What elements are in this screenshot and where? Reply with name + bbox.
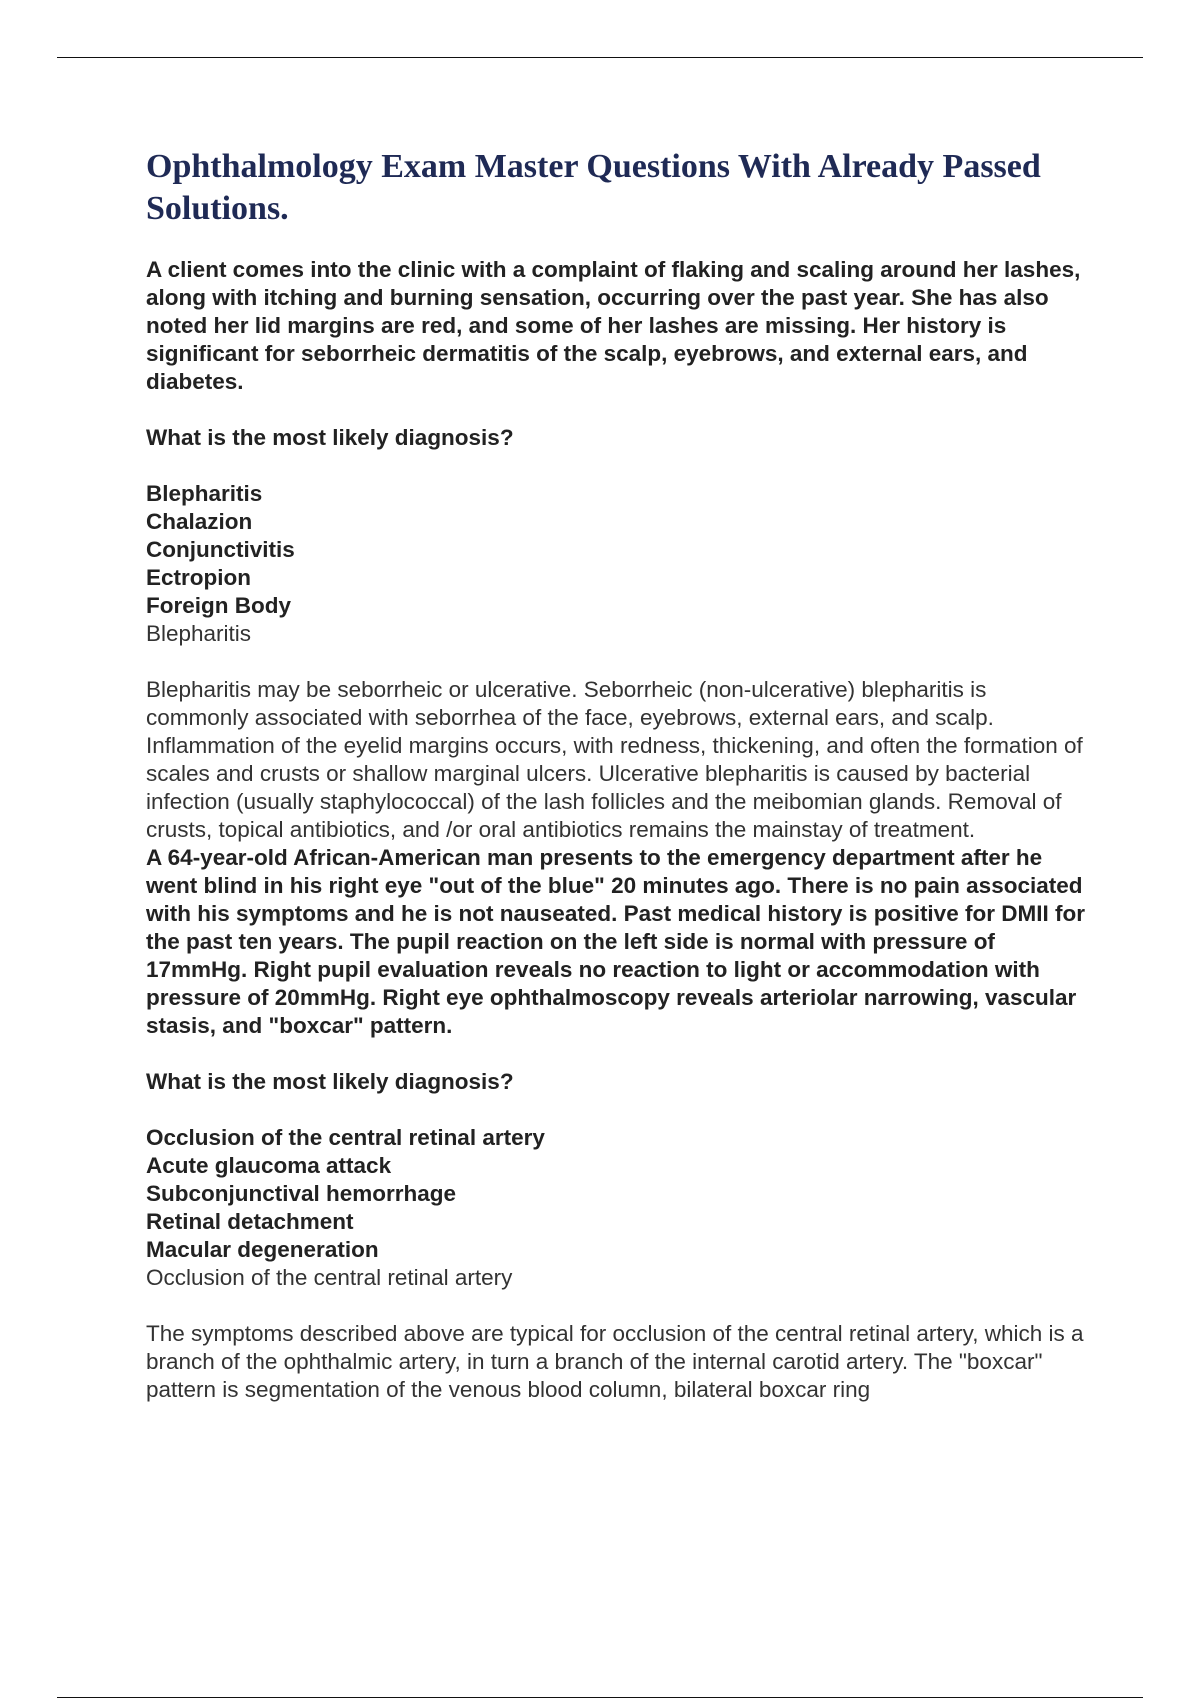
question-text: A 64-year-old African-American man presents to the emergency department after he went blind in his right eye "out of the blue" 20 minutes ago. There is no pain associated with his symptoms and he is not nauseated. Past medical history is positive for DMII for the past ten years. The pupil reaction on the left side is normal with pressure of 17mmHg. Right pupil evaluation reveals no reaction to light or accommodation with pressure of 20mmHg. Right eye ophthalmoscopy reveals arteriolar narrowing, vascular stasis, and "boxcar" pattern.	[146, 845, 1085, 1038]
answer-explanation: Blepharitis may be seborrheic or ulcerative. Seborrheic (non-ulcerative) blepharitis is commonly associated with seborrhea of the face, eyebrows, external ears, and scalp. Inflammation of the eyelid margins occurs, with redness, thickening, and often the formation of scales and crusts or shallow marginal ulcers. Ulcerative blepharitis is caused by bacterial infection (usually staphylococcal) of the lash follicles and the meibomian glands. Removal of crusts, topical antibiotics, and /or oral antibiotics remains the mainstay of treatment.	[146, 677, 1083, 842]
answer-option: Macular degeneration	[146, 1237, 379, 1262]
answer-explanation: The symptoms described above are typical for occlusion of the central retinal artery, which is a branch of the ophthalmic artery, in turn a branch of the internal carotid artery. The "boxcar" pattern is segmentation of the venous blood column, bilateral boxcar ring	[146, 1321, 1084, 1402]
answer-option: Chalazion	[146, 509, 253, 534]
answer-option: Ectropion	[146, 565, 251, 590]
question-block-2	[146, 844, 1086, 1404]
answer-option: Retinal detachment	[146, 1209, 354, 1234]
question-prompt: What is the most likely diagnosis?	[146, 425, 514, 450]
question-prompt: What is the most likely diagnosis?	[146, 1069, 514, 1094]
answer-options	[146, 480, 1086, 620]
correct-answer: Occlusion of the central retinal artery	[146, 1265, 513, 1290]
document-body	[146, 146, 1086, 1404]
header-rule	[57, 57, 1143, 58]
question-block-1	[146, 256, 1086, 844]
answer-option: Subconjunctival hemorrhage	[146, 1181, 457, 1206]
answer-option: Foreign Body	[146, 593, 291, 618]
answer-option: Acute glaucoma attack	[146, 1153, 392, 1178]
answer-option: Occlusion of the central retinal artery	[146, 1125, 545, 1150]
answer-option: Conjunctivitis	[146, 537, 295, 562]
document-title: Ophthalmology Exam Master Questions With Already Passed Solutions.	[146, 148, 1041, 227]
question-text: A client comes into the clinic with a complaint of flaking and scaling around her lashes, along with itching and burning sensation, occurring over the past year. She has also noted her lid margins are red, and some of her lashes are missing. Her history is significant for seborrheic dermatitis of the scalp, eyebrows, and external ears, and diabetes.	[146, 257, 1081, 394]
answer-options	[146, 1124, 1086, 1264]
answer-option: Blepharitis	[146, 481, 263, 506]
correct-answer: Blepharitis	[146, 621, 252, 646]
footer-rule	[57, 1697, 1143, 1698]
